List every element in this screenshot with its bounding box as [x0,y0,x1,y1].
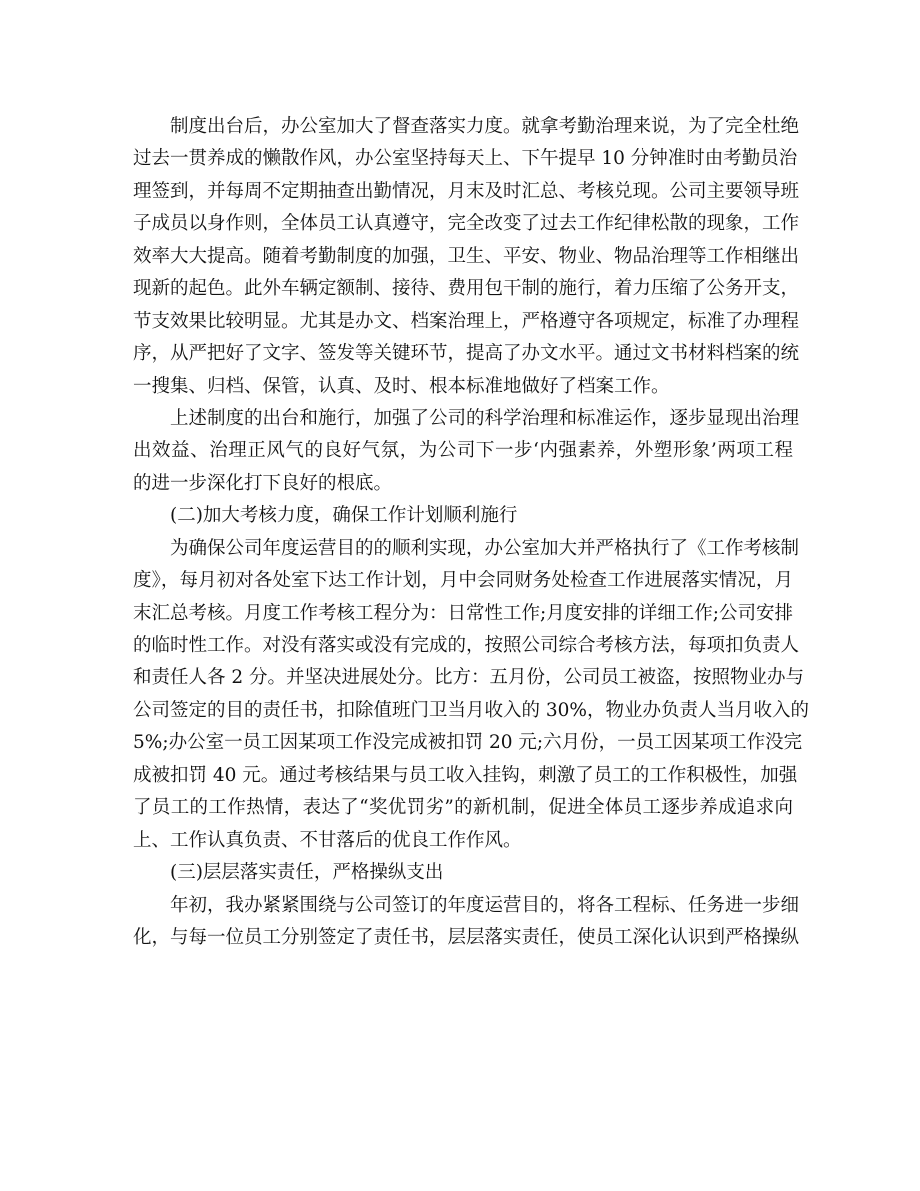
text-line: 效率大大提高。随着考勤制度的加强，卫生、平安、物业、物品治理等工作相继出 [133,245,800,267]
section-heading-3: (三)层层落实责任，严格操纵支出 [170,862,444,884]
text-line: 序，从严把好了文字、签发等关键环节，提高了办文水平。通过文书材料档案的统 [133,343,800,365]
document-body [133,111,810,954]
section-heading-2: (二)加大考核力度，确保工作计划顺利施行 [170,505,518,527]
text-line: 过去一贯养成的懒散作风，办公室坚持每天上、下午提早 10 分钟准时由考勤员治 [133,148,798,170]
text-line: 的进一步深化打下良好的根底。 [133,472,393,494]
text-line: 节支效果比较明显。尤其是办文、档案治理上，严格遵守各项规定，标准了办理程 [133,310,800,332]
text-line: 公司签定的目的责任书，扣除值班门卫当月收入的 30%，物业办负责人当月收入的 [133,699,810,721]
text-line: 和责任人各 2 分。并坚决进展处分。比方：五月份，公司员工被盗，按照物业办与 [133,667,805,689]
text-line: 5%;办公室一员工因某项工作没完成被扣罚 20 元;六月份，一员工因某项工作没完 [133,732,803,754]
text-line: 上述制度的出台和施行，加强了公司的科学治理和标准运作，逐步显现出治理 [170,407,800,429]
text-line: 为确保公司年度运营目的的顺利实现，办公室加大并严格执行了《工作考核制 [170,537,800,559]
text-line: 一搜集、归档、保管，认真、及时、根本标准地做好了档案工作。 [133,375,670,397]
text-line: 度》，每月初对各处室下达工作计划，月中会同财务处检查工作进展落实情况，月 [133,570,793,592]
text-line: 出效益、治理正风气的良好气氛，为公司下一步‘内强素养，外塑形象’两项工程 [133,440,793,462]
paragraph-3 [133,533,810,857]
text-line: 年初，我办紧紧围绕与公司签订的年度运营目的，将各工程标、任务进一步细 [170,894,800,916]
text-line: 现新的起色。此外车辆定额制、接待、费用包干制的施行，着力压缩了公务开支， [133,278,800,300]
text-line: 的临时性工作。对没有落实或没有完成的，按照公司综合考核方法，每项扣负责人 [133,635,800,656]
text-line: 子成员以身作则，全体员工认真遵守，完全改变了过去工作纪律松散的现象，工作 [133,213,800,235]
text-line: 理签到，并每周不定期抽查出勤情况，月末及时汇总、考核兑现。公司主要领导班 [133,180,800,202]
paragraph-4 [133,890,800,955]
text-line: 化，与每一位员工分别签定了责任书，层层落实责任，使员工深化认识到严格操纵 [133,926,800,948]
text-line: 末汇总考核。月度工作考核工程分为：日常性工作;月度安排的详细工作;公司安排 [133,602,793,624]
text-line: 成被扣罚 40 元。通过考核结果与员工收入挂钩，刺激了员工的工作积极性，加强 [133,764,798,786]
text-line: 上、工作认真负责、不甘落后的优良工作作风。 [133,829,522,851]
paragraph-1 [133,111,800,403]
text-line: 了员工的工作热情，表达了“奖优罚劣”的新机制，促进全体员工逐步养成追求向 [133,797,793,819]
paragraph-2 [133,403,800,500]
text-line: 制度出台后，办公室加大了督查落实力度。就拿考勤治理来说，为了完全杜绝 [170,116,800,137]
